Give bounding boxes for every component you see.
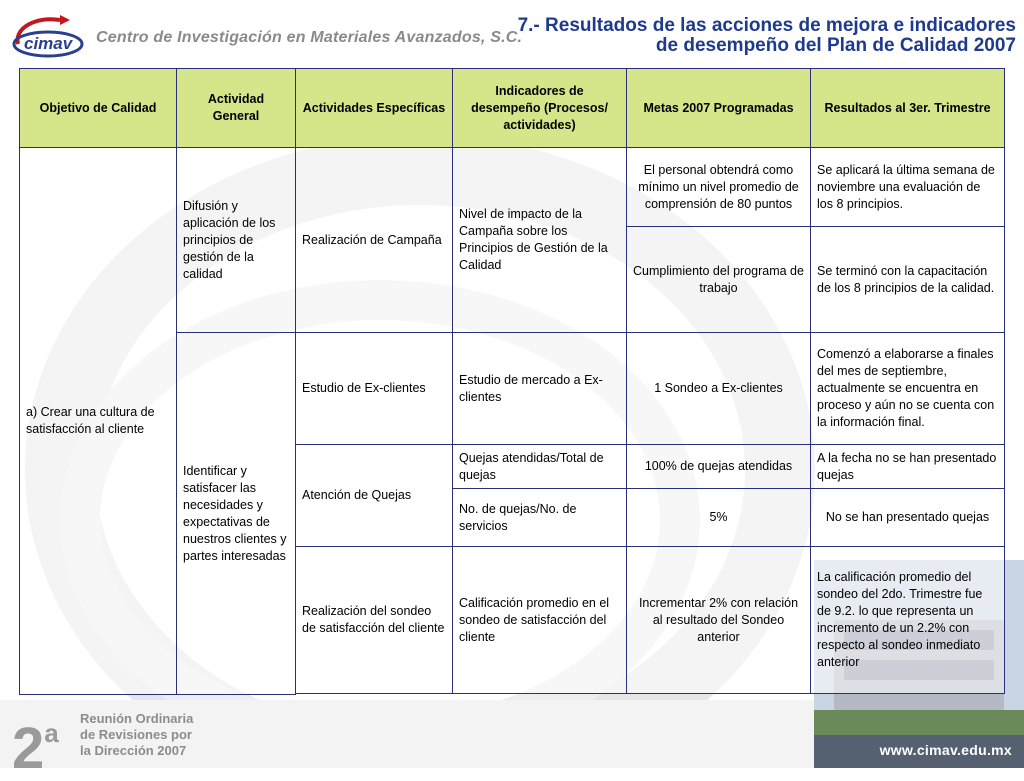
meeting-name-line-3: la Dirección 2007: [80, 743, 187, 758]
specific-activity-cell: Realización del sondeo de satisfacción del cliente: [296, 547, 453, 694]
result-cell: Se aplicará la última semana de noviembre una evaluación de los 8 principios.: [811, 148, 1005, 227]
meeting-name: [80, 711, 193, 759]
goal-cell: 1 Sondeo a Ex-clientes: [627, 333, 811, 445]
meeting-number-superscript: a: [44, 718, 59, 748]
header-actividades-especificas: Actividades Específicas: [296, 69, 453, 148]
goal-cell: El personal obtendrá como mínimo un nivel promedio de comprensión de 80 puntos: [627, 148, 811, 227]
specific-activity-cell: Realización de Campaña: [296, 148, 453, 333]
result-cell: Se terminó con la capacitación de los 8 principios de la calidad.: [811, 227, 1005, 333]
meeting-number: [12, 704, 59, 781]
slide-title-line-2: de desempeño del Plan de Calidad 2007: [655, 35, 1016, 56]
specific-activity-cell: Atención de Quejas: [296, 445, 453, 547]
meeting-number-digit: 2: [12, 716, 45, 781]
goal-cell: Incrementar 2% con relación al resultado del Sondeo anterior: [627, 547, 811, 694]
table-header-row: [20, 69, 1005, 148]
specific-activity-cell: Estudio de Ex-clientes: [296, 333, 453, 445]
general-activity-cell: Difusión y aplicación de los principios de gestión de la calidad: [177, 148, 296, 333]
slide-title-line-1: 7.- Resultados de las acciones de mejora e indicadores: [517, 15, 1016, 36]
indicator-cell: Nivel de impacto de la Campaña sobre los Principios de Gestión de la Calidad: [453, 148, 627, 333]
cimav-logo: [10, 14, 90, 60]
table-row: [20, 148, 1005, 227]
header-resultados: Resultados al 3er. Trimestre: [811, 69, 1005, 148]
result-cell: La calificación promedio del sondeo del 2do. Trimestre fue de 9.2. lo que representa un incremento de un 2.2% con respecto al sondeo inmediato anterior: [811, 547, 1005, 694]
website-url: www.cimav.edu.mx: [879, 742, 1012, 758]
indicator-cell: Calificación promedio en el sondeo de satisfacción del cliente: [453, 547, 627, 694]
meeting-name-line-2: de Revisiones por: [80, 727, 192, 742]
objective-cell: a) Crear una cultura de satisfacción al cliente: [20, 148, 177, 695]
header-objetivo: Objetivo de Calidad: [20, 69, 177, 148]
indicator-cell: Quejas atendidas/Total de quejas: [453, 445, 627, 489]
logo-wordmark: cimav: [24, 34, 73, 53]
goal-cell: 5%: [627, 489, 811, 547]
result-cell: A la fecha no se han presentado quejas: [811, 445, 1005, 489]
result-cell: Comenzó a elaborarse a finales del mes de septiembre, actualmente se encuentra en proceso y aún no se cuenta con la información final.: [811, 333, 1005, 445]
header-actividad-general: Actividad General: [177, 69, 296, 148]
meeting-name-line-1: Reunión Ordinaria: [80, 711, 194, 726]
indicator-cell: No. de quejas/No. de servicios: [453, 489, 627, 547]
header-metas: Metas 2007 Programadas: [627, 69, 811, 148]
indicator-cell: Estudio de mercado a Ex-clientes: [453, 333, 627, 445]
quality-plan-table: [19, 68, 1005, 695]
header-indicadores: Indicadores de desempeño (Procesos/ actividades): [453, 69, 627, 148]
goal-cell: Cumplimiento del programa de trabajo: [627, 227, 811, 333]
organization-name: Centro de Investigación en Materiales Avanzados, S.C.: [96, 29, 523, 46]
result-cell: No se han presentado quejas: [811, 489, 1005, 547]
general-activity-cell: Identificar y satisfacer las necesidades y expectativas de nuestros clientes y partes interesadas: [177, 333, 296, 695]
slide-title: [518, 16, 1016, 56]
goal-cell: 100% de quejas atendidas: [627, 445, 811, 489]
